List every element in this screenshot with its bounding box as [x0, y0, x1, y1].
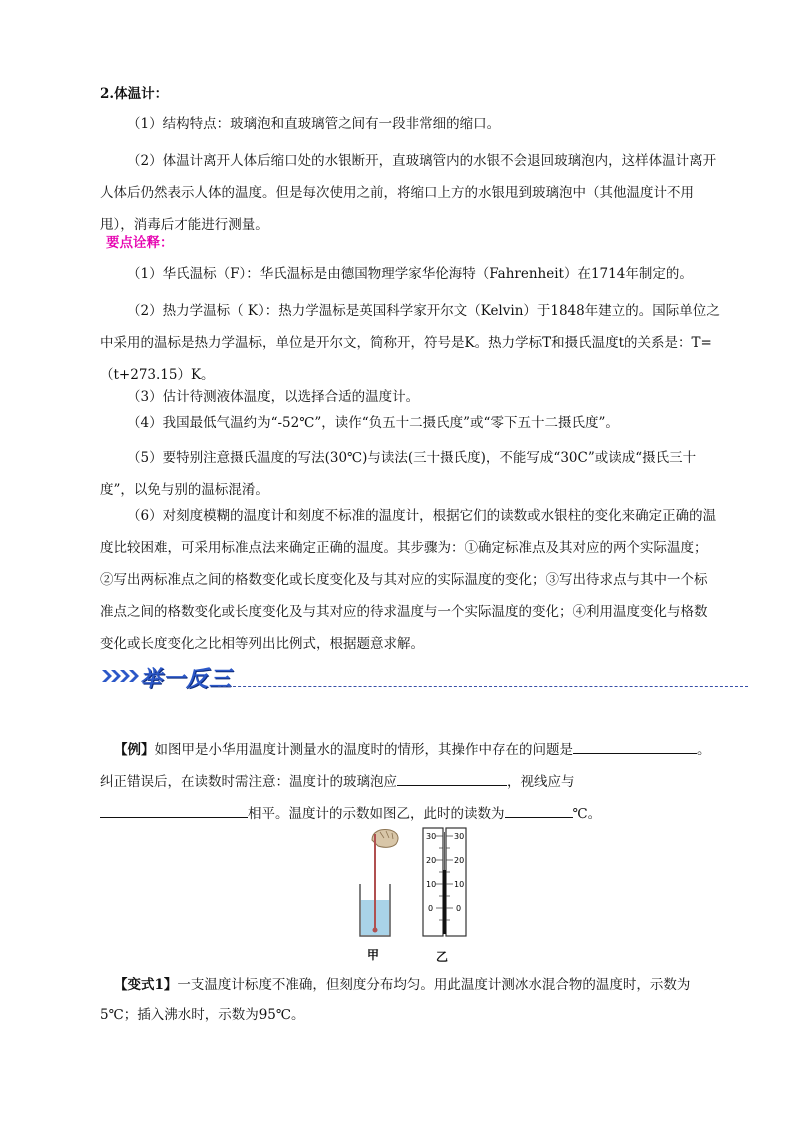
scale-right-1: 20 — [454, 856, 465, 865]
thermometer-figure — [350, 826, 480, 964]
section-banner — [100, 660, 748, 692]
scale-right-3: 0 — [456, 904, 462, 913]
paragraph-usage: （2）体温计离开人体后缩口处的水银断开，直玻璃管内的水银不会退回玻璃泡内，这样体温计离开人体后仍然表示人体的温度。但是每次使用之前，将缩口上方的水银甩到玻璃泡中（其他温度计不用甩），消毒后才能进行测量。 — [100, 153, 717, 233]
answer-blank-3[interactable] — [100, 803, 248, 818]
notes-heading: 要点诠释： — [106, 235, 174, 251]
note-estimate: （3）估计待测液体温度，以选择合适的温度计。 — [127, 389, 420, 405]
answer-blank-1[interactable] — [573, 739, 697, 754]
example-text-1: 如图甲是小华用温度计测量水的温度时的情形，其操作中存在的问题是 — [154, 742, 573, 758]
thermometer-yi — [423, 828, 466, 936]
scale-right-0: 30 — [454, 832, 465, 841]
banner-divider — [218, 686, 748, 687]
chevron-arrows-icon — [102, 668, 142, 684]
banner-title: 举一反三 — [140, 667, 233, 692]
scale-left-0: 30 — [426, 832, 437, 841]
example-text-4: 相平。温度计的示数如图乙，此时的读数为 — [248, 806, 505, 822]
example-text-3: ，视线应与 — [507, 774, 575, 790]
note-lowest-temp: （4）我国最低气温约为“-52℃”，读作“负五十二摄氏度”或“零下五十二摄氏度”。 — [127, 415, 619, 431]
variant-text: 一支温度计标度不准确，但刻度分布均匀。用此温度计测冰水混合物的温度时，示数为5℃；插入沸水时，示数为95℃。 — [100, 977, 691, 1023]
note-writing: （5）要特别注意摄氏温度的写法(30℃)与读法(三十摄氏度)，不能写成“30C”或读成“摄氏三十度”，以免与别的温标混淆。 — [100, 450, 697, 498]
example-question — [100, 734, 720, 830]
scale-right-2: 10 — [454, 880, 465, 889]
answer-blank-2[interactable] — [397, 771, 507, 786]
section-heading: 2.体温计： — [100, 86, 169, 102]
example-text-2: 。纠正错误后，在读数时需注意：温度计的玻璃泡应 — [100, 742, 711, 790]
variant-question — [100, 970, 720, 1030]
label-jia: 甲 — [367, 948, 380, 962]
paragraph-structure: （1）结构特点：玻璃泡和直玻璃管之间有一段非常细的缩口。 — [127, 116, 501, 132]
example-tag: 【例】 — [114, 742, 155, 758]
label-yi: 乙 — [436, 950, 449, 964]
variant-tag: 【变式1】 — [114, 977, 178, 993]
figure-drawing — [350, 826, 480, 946]
scale-left-1: 20 — [426, 856, 437, 865]
answer-blank-4[interactable] — [505, 803, 573, 818]
example-text-5: ℃。 — [572, 806, 602, 822]
note-kelvin: （2）热力学温标（ K）：热力学温标是英国科学家开尔文（Kelvin）于1848年建立的。国际单位之中采用的温标是热力学温标，单位是开尔文，简称开，符号是K。热力学标T和摄氏温度t的关系是：T=（t+273.15）K。 — [100, 303, 720, 383]
scale-left-3: 0 — [428, 904, 434, 913]
note-standard-point: （6）对刻度模糊的温度计和刻度不标准的温度计，根据它们的读数或水银柱的变化来确定正确的温度比较困难，可采用标准点法来确定正确的温度。其步骤为：①确定标准点及其对应的两个实际温度；②写出两标准点之间的格数变化或长度变化及与其对应的实际温度的变化；③写出待求点与其中一个标准点之间的格数变化或长度变化及与其对应的待求温度与一个实际温度的变化；④利用温度变化与格数变化或长度变化之比相等列出比例式，根据题意求解。 — [100, 508, 717, 652]
note-fahrenheit: （1）华氏温标（F）：华氏温标是由德国物理学家华伦海特（Fahrenheit）在1714年制定的。 — [127, 266, 693, 282]
scale-left-2: 10 — [426, 880, 437, 889]
